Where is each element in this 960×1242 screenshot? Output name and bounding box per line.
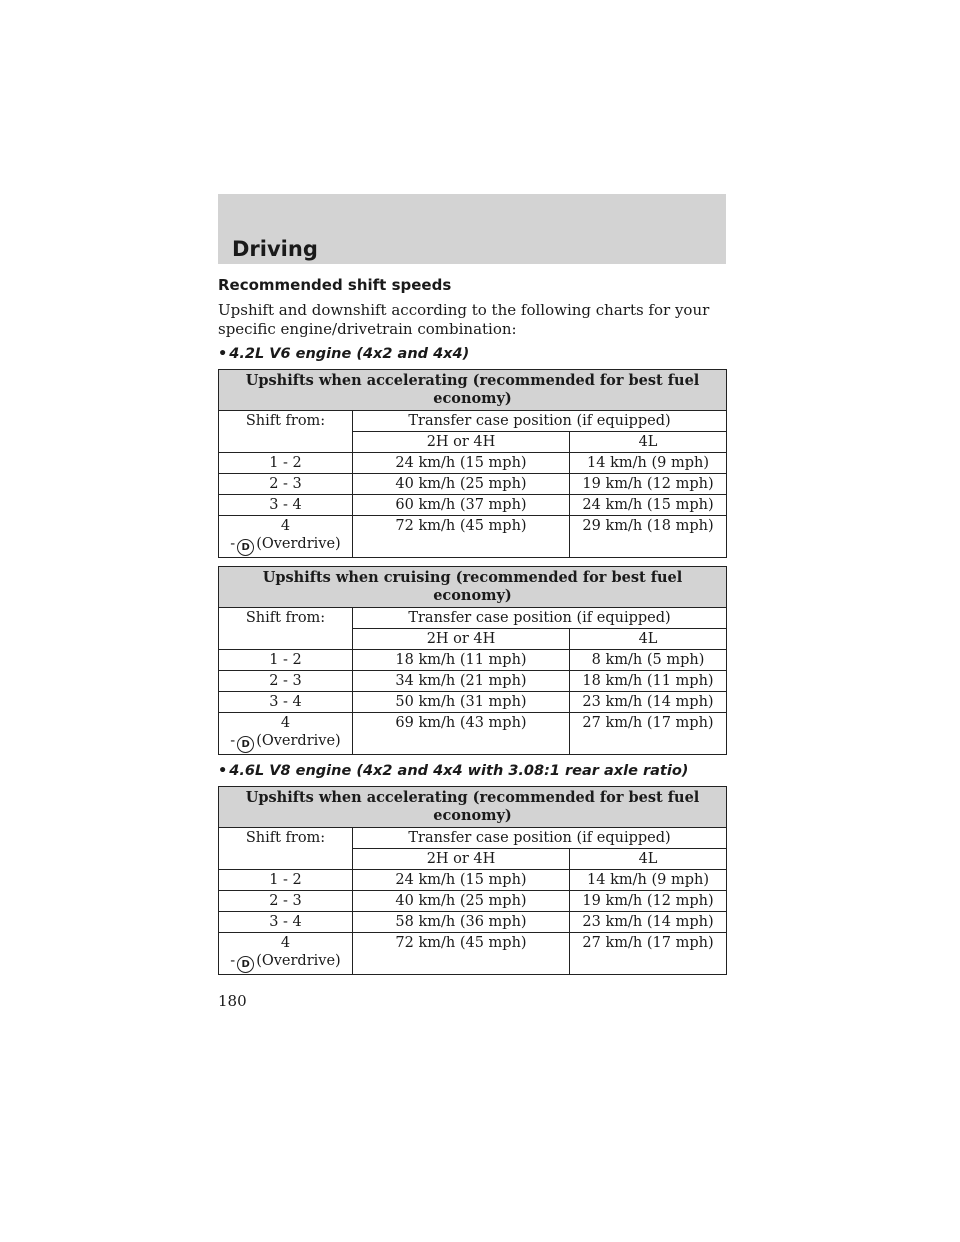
shift-speeds-heading: Recommended shift speeds xyxy=(218,276,452,294)
speed-4l-cell: 14 km/h (9 mph) xyxy=(570,870,727,891)
gear-cell: 3 - 4 xyxy=(219,692,353,713)
table-row xyxy=(219,933,727,975)
gear-dash: - xyxy=(230,953,236,969)
speed-2h-cell: 40 km/h (25 mph) xyxy=(353,891,570,912)
overdrive-label: (Overdrive) xyxy=(256,733,341,749)
gear-cell-overdrive xyxy=(219,933,353,975)
table-row xyxy=(219,912,727,933)
table-row xyxy=(219,870,727,891)
speed-2h-cell: 34 km/h (21 mph) xyxy=(353,671,570,692)
bullet-dot-icon: • xyxy=(218,763,228,779)
gear-cell: 3 - 4 xyxy=(219,912,353,933)
speed-2h-cell: 60 km/h (37 mph) xyxy=(353,495,570,516)
speed-2h-cell: 58 km/h (36 mph) xyxy=(353,912,570,933)
speed-2h-cell: 72 km/h (45 mph) xyxy=(353,933,570,975)
page-content xyxy=(218,276,726,983)
bullet-dot-icon: • xyxy=(218,346,228,362)
engine-bullet-v6 xyxy=(218,346,726,362)
gear-cell: 3 - 4 xyxy=(219,495,353,516)
section-title: Driving xyxy=(232,237,318,261)
gear-label: 4 xyxy=(280,935,291,951)
shift-table-v6-accelerating xyxy=(218,369,727,558)
transfer-case-header: Transfer case position (if equipped) xyxy=(353,608,727,629)
table-row xyxy=(219,516,727,558)
shift-from-label: Shift from: xyxy=(219,608,353,650)
gear-label: 4 xyxy=(280,518,291,534)
gear-cell-overdrive xyxy=(219,516,353,558)
transfer-case-header: Transfer case position (if equipped) xyxy=(353,411,727,432)
overdrive-d-icon: D xyxy=(237,539,254,556)
speed-2h-cell: 69 km/h (43 mph) xyxy=(353,713,570,755)
speed-4l-cell: 14 km/h (9 mph) xyxy=(570,453,727,474)
speed-4l-cell: 29 km/h (18 mph) xyxy=(570,516,727,558)
speed-2h-cell: 50 km/h (31 mph) xyxy=(353,692,570,713)
gear-dash: - xyxy=(230,733,236,749)
col-2h-header: 2H or 4H xyxy=(353,432,570,453)
gear-dash: - xyxy=(230,536,236,552)
table-title: Upshifts when cruising (recommended for best fuel economy) xyxy=(219,567,727,608)
speed-4l-cell: 24 km/h (15 mph) xyxy=(570,495,727,516)
section-header-band xyxy=(218,194,726,264)
engine-bullet-label: 4.2L V6 engine (4x2 and 4x4) xyxy=(229,346,470,362)
col-2h-header: 2H or 4H xyxy=(353,849,570,870)
gear-label: 4 xyxy=(280,715,291,731)
col-2h-header: 2H or 4H xyxy=(353,629,570,650)
speed-2h-cell: 24 km/h (15 mph) xyxy=(353,453,570,474)
speed-4l-cell: 27 km/h (17 mph) xyxy=(570,713,727,755)
intro-paragraph: Upshift and downshift according to the following charts for your specific engine/drivetrain combination: xyxy=(218,301,710,338)
shift-table-v6-cruising xyxy=(218,566,727,755)
transfer-case-header: Transfer case position (if equipped) xyxy=(353,828,727,849)
col-4l-header: 4L xyxy=(570,629,727,650)
speed-2h-cell: 24 km/h (15 mph) xyxy=(353,870,570,891)
speed-4l-cell: 8 km/h (5 mph) xyxy=(570,650,727,671)
speed-4l-cell: 23 km/h (14 mph) xyxy=(570,912,727,933)
table-row xyxy=(219,495,727,516)
speed-2h-cell: 18 km/h (11 mph) xyxy=(353,650,570,671)
table-row xyxy=(219,671,727,692)
engine-bullet-label: 4.6L V8 engine (4x2 and 4x4 with 3.08:1 rear axle ratio) xyxy=(229,763,689,779)
overdrive-label: (Overdrive) xyxy=(256,953,341,969)
speed-4l-cell: 19 km/h (12 mph) xyxy=(570,474,727,495)
speed-4l-cell: 18 km/h (11 mph) xyxy=(570,671,727,692)
table-row xyxy=(219,713,727,755)
overdrive-label: (Overdrive) xyxy=(256,536,341,552)
shift-from-label: Shift from: xyxy=(219,828,353,870)
page-number: 180 xyxy=(218,992,247,1010)
gear-cell: 1 - 2 xyxy=(219,453,353,474)
overdrive-d-icon: D xyxy=(237,956,254,973)
gear-cell: 2 - 3 xyxy=(219,474,353,495)
table-row xyxy=(219,453,727,474)
gear-cell: 2 - 3 xyxy=(219,891,353,912)
speed-4l-cell: 19 km/h (12 mph) xyxy=(570,891,727,912)
overdrive-d-icon: D xyxy=(237,736,254,753)
speed-2h-cell: 40 km/h (25 mph) xyxy=(353,474,570,495)
table-row xyxy=(219,891,727,912)
table-row xyxy=(219,692,727,713)
gear-cell: 2 - 3 xyxy=(219,671,353,692)
table-row xyxy=(219,650,727,671)
gear-cell: 1 - 2 xyxy=(219,870,353,891)
table-row xyxy=(219,474,727,495)
speed-4l-cell: 27 km/h (17 mph) xyxy=(570,933,727,975)
shift-table-v8-accelerating xyxy=(218,786,727,975)
shift-from-label: Shift from: xyxy=(219,411,353,453)
table-title: Upshifts when accelerating (recommended for best fuel economy) xyxy=(219,370,727,411)
engine-bullet-v8 xyxy=(218,763,726,779)
gear-cell: 1 - 2 xyxy=(219,650,353,671)
speed-4l-cell: 23 km/h (14 mph) xyxy=(570,692,727,713)
gear-cell-overdrive xyxy=(219,713,353,755)
table-title: Upshifts when accelerating (recommended for best fuel economy) xyxy=(219,787,727,828)
col-4l-header: 4L xyxy=(570,432,727,453)
col-4l-header: 4L xyxy=(570,849,727,870)
speed-2h-cell: 72 km/h (45 mph) xyxy=(353,516,570,558)
